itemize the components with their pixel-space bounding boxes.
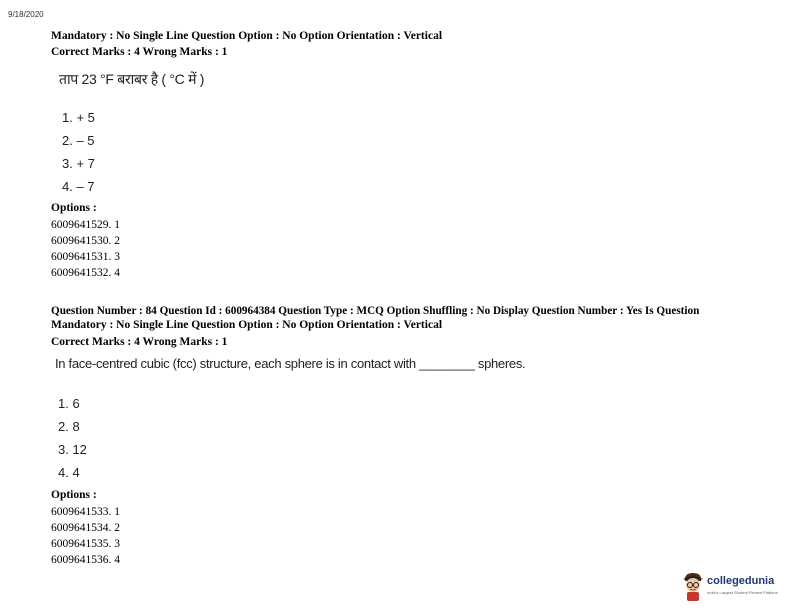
- q1-option-id-3: 6009641531. 3: [51, 251, 120, 263]
- q1-choice-4: 4. – 7: [62, 179, 95, 194]
- q1-option-id-1: 6009641529. 1: [51, 219, 120, 231]
- q2-option-id-4: 6009641536. 4: [51, 554, 120, 566]
- q1-question-text: ताप 23 °F बराबर है ( °C में ): [59, 71, 205, 87]
- q1-choice-2: 2. – 5: [62, 133, 95, 148]
- q2-meta-line2: Mandatory : No Single Line Question Option : No Option Orientation : Vertical: [51, 319, 443, 331]
- q2-option-id-2: 6009641534. 2: [51, 522, 120, 534]
- q2-choice-2: 2. 8: [58, 419, 80, 434]
- q2-options-label: Options :: [51, 489, 97, 501]
- q2-choice-1: 1. 6: [58, 396, 80, 411]
- q1-options-label: Options :: [51, 202, 97, 214]
- q2-choice-4: 4. 4: [58, 465, 80, 480]
- collegedunia-logo: [681, 569, 791, 607]
- q1-meta-line1: Mandatory : No Single Line Question Option : No Option Orientation : Vertical: [51, 30, 443, 42]
- q2-meta-line1: Question Number : 84 Question Id : 600964384 Question Type : MCQ Option Shuffling : No Display Question Number : Yes Is Question: [51, 305, 700, 317]
- q1-meta-line2: Correct Marks : 4 Wrong Marks : 1: [51, 46, 228, 58]
- q2-option-id-3: 6009641535. 3: [51, 538, 120, 550]
- print-date: 9/18/2020: [8, 10, 44, 19]
- q2-choice-3: 3. 12: [58, 442, 87, 457]
- q1-option-id-4: 6009641532. 4: [51, 267, 120, 279]
- q1-choice-1: 1. + 5: [62, 110, 95, 125]
- q2-option-id-1: 6009641533. 1: [51, 506, 120, 518]
- q2-question-text: In face-centred cubic (fcc) structure, each sphere is in contact with ________ spheres.: [55, 356, 526, 371]
- mascot-icon: [681, 571, 705, 603]
- logo-wordmark: collegedunia: [707, 575, 775, 587]
- logo-tagline: India's Largest Student Review Platform: [707, 590, 779, 595]
- q1-option-id-2: 6009641530. 2: [51, 235, 120, 247]
- q2-meta-line3: Correct Marks : 4 Wrong Marks : 1: [51, 336, 228, 348]
- q1-choice-3: 3. + 7: [62, 156, 95, 171]
